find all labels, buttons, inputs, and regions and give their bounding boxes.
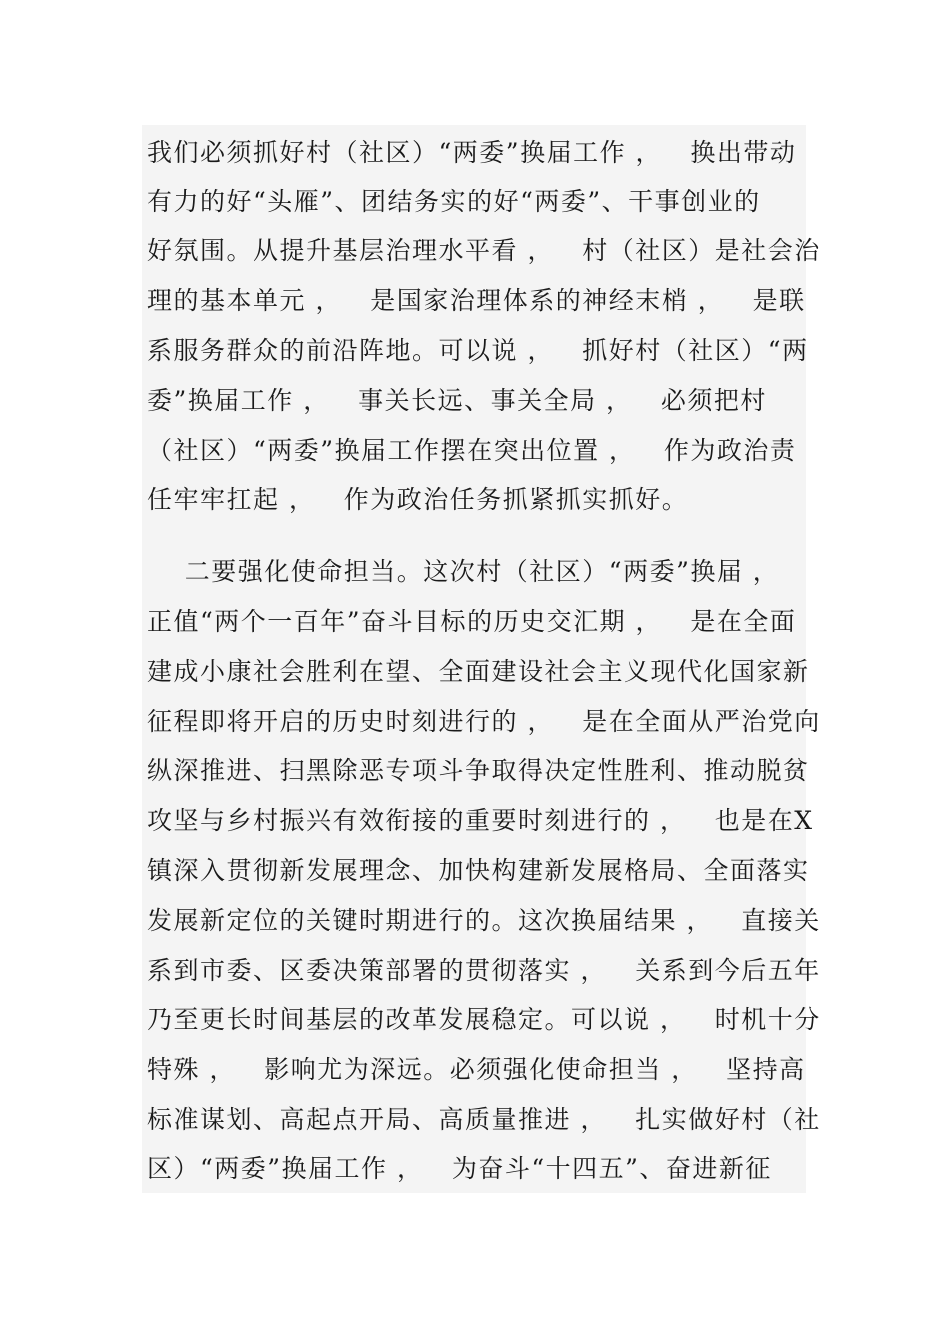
text-line: 标准谋划、高起点开局、高质量推进 ， 扎实做好村（社: [147, 1105, 821, 1134]
text-line: 委”换届工作 ， 事关长远、事关全局 ， 必须把村: [147, 386, 767, 415]
text-line: 区）“两委”换届工作 ， 为奋斗“十四五”、奋进新征: [147, 1154, 772, 1183]
text-line: 系服务群众的前沿阵地。可以说 ， 抓好村（社区）“两: [147, 336, 809, 365]
text-line: 特殊 ， 影响尤为深远。必须强化使命担当 ， 坚持高: [147, 1055, 806, 1084]
text-line: 系到市委、区委决策部署的贯彻落实 ， 关系到今后五年: [147, 956, 821, 985]
text-line: 征程即将开启的历史时刻进行的 ， 是在全面从严治党向: [147, 707, 821, 736]
text-line: 我们必须抓好村（社区）“两委”换届工作 ， 换出带动: [147, 138, 797, 167]
text-line: 攻坚与乡村振兴有效衔接的重要时刻进行的 ， 也是在X: [147, 806, 814, 835]
text-line: 发展新定位的关键时期进行的。这次换届结果 ， 直接关: [147, 906, 821, 935]
text-line: 纵深推进、扫黑除恶专项斗争取得决定性胜利、推动脱贫: [147, 756, 810, 785]
text-line: 正值“两个一百年”奋斗目标的历史交汇期 ， 是在全面: [147, 607, 797, 636]
text-line: 建成小康社会胜利在望、全面建设社会主义现代化国家新: [147, 657, 810, 686]
text-line: 乃至更长时间基层的改革发展稳定。可以说 ， 时机十分: [147, 1005, 821, 1034]
text-line: 任牢牢扛起 ， 作为政治任务抓紧抓实抓好。: [147, 485, 689, 514]
text-line: 有力的好“头雁”、团结务实的好“两委”、干事创业的: [147, 187, 761, 216]
text-line: 镇深入贯彻新发展理念、加快构建新发展格局、全面落实: [147, 856, 810, 885]
text-line: 理的基本单元 ， 是国家治理体系的神经末梢 ， 是联: [147, 286, 806, 315]
text-line: （社区）“两委”换届工作摆在突出位置 ， 作为政治责: [147, 436, 797, 465]
text-line: 二要强化使命担当。这次村（社区）“两委”换届 ，: [147, 557, 780, 586]
text-line: 好氛围。从提升基层治理水平看 ， 村（社区）是社会治: [147, 236, 821, 265]
